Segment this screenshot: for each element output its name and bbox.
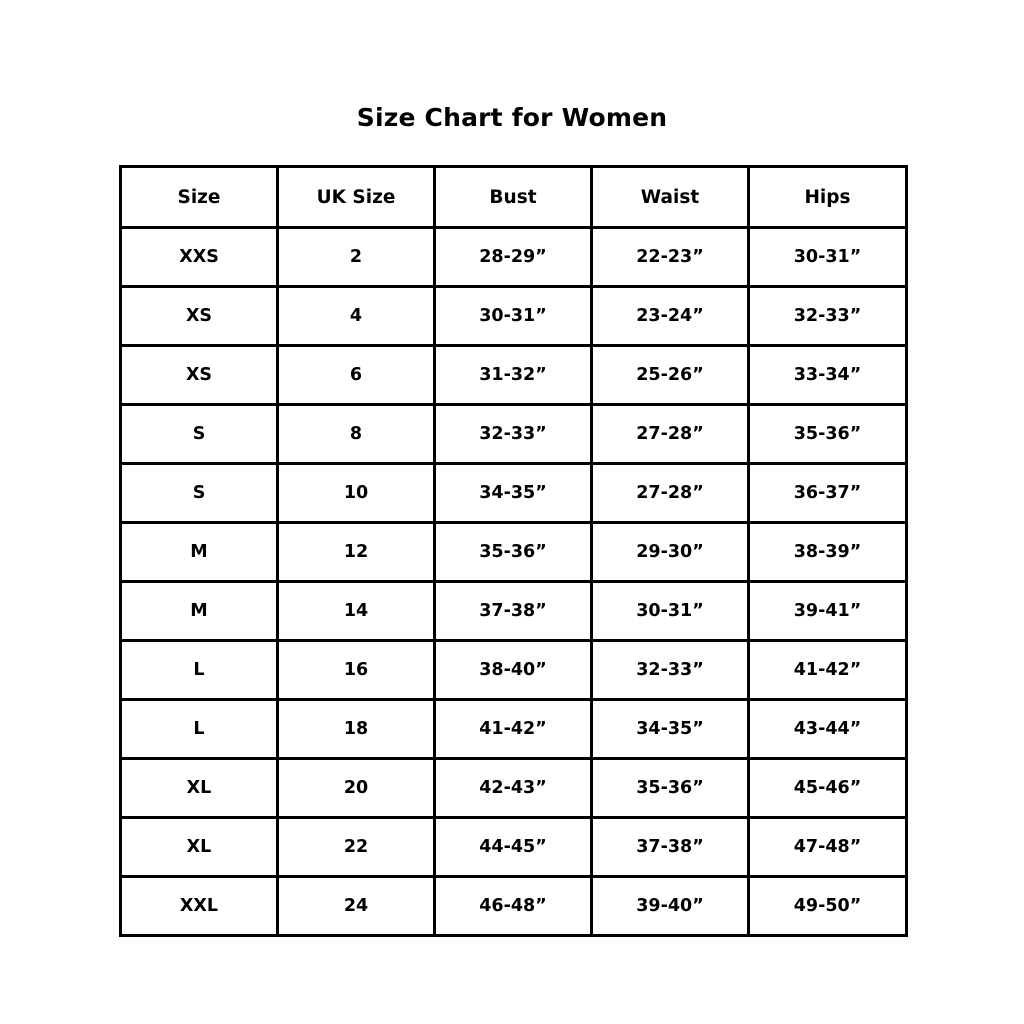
table-body	[121, 228, 907, 936]
table-row	[121, 700, 907, 759]
column-header-hips: Hips	[749, 167, 907, 228]
cell-uk-size: 10	[278, 464, 435, 523]
cell-bust: 35-36”	[435, 523, 592, 582]
cell-hips: 39-41”	[749, 582, 907, 641]
cell-size: XXL	[121, 877, 278, 936]
cell-hips: 43-44”	[749, 700, 907, 759]
cell-uk-size: 18	[278, 700, 435, 759]
cell-bust: 34-35”	[435, 464, 592, 523]
size-chart-table	[119, 165, 908, 937]
cell-waist: 32-33”	[592, 641, 749, 700]
table-row	[121, 523, 907, 582]
cell-hips: 36-37”	[749, 464, 907, 523]
column-header-bust: Bust	[435, 167, 592, 228]
cell-waist: 34-35”	[592, 700, 749, 759]
table-row	[121, 818, 907, 877]
size-chart-table-container	[119, 165, 905, 937]
table-row	[121, 287, 907, 346]
table-row	[121, 405, 907, 464]
cell-waist: 35-36”	[592, 759, 749, 818]
cell-bust: 41-42”	[435, 700, 592, 759]
cell-uk-size: 12	[278, 523, 435, 582]
cell-bust: 30-31”	[435, 287, 592, 346]
cell-hips: 32-33”	[749, 287, 907, 346]
cell-hips: 30-31”	[749, 228, 907, 287]
table-row	[121, 582, 907, 641]
cell-bust: 46-48”	[435, 877, 592, 936]
cell-waist: 22-23”	[592, 228, 749, 287]
cell-size: L	[121, 700, 278, 759]
table-header	[121, 167, 907, 228]
cell-waist: 39-40”	[592, 877, 749, 936]
cell-size: XS	[121, 346, 278, 405]
table-row	[121, 877, 907, 936]
table-row	[121, 464, 907, 523]
cell-uk-size: 14	[278, 582, 435, 641]
cell-hips: 38-39”	[749, 523, 907, 582]
cell-size: S	[121, 405, 278, 464]
cell-size: XXS	[121, 228, 278, 287]
cell-waist: 23-24”	[592, 287, 749, 346]
cell-bust: 37-38”	[435, 582, 592, 641]
cell-size: L	[121, 641, 278, 700]
column-header-size: Size	[121, 167, 278, 228]
cell-size: XS	[121, 287, 278, 346]
cell-hips: 49-50”	[749, 877, 907, 936]
column-header-uk-size: UK Size	[278, 167, 435, 228]
cell-hips: 33-34”	[749, 346, 907, 405]
cell-bust: 31-32”	[435, 346, 592, 405]
cell-hips: 41-42”	[749, 641, 907, 700]
cell-uk-size: 24	[278, 877, 435, 936]
cell-bust: 32-33”	[435, 405, 592, 464]
cell-size: S	[121, 464, 278, 523]
cell-waist: 25-26”	[592, 346, 749, 405]
cell-uk-size: 8	[278, 405, 435, 464]
cell-size: M	[121, 523, 278, 582]
cell-waist: 30-31”	[592, 582, 749, 641]
cell-uk-size: 20	[278, 759, 435, 818]
cell-hips: 47-48”	[749, 818, 907, 877]
cell-uk-size: 4	[278, 287, 435, 346]
table-row	[121, 641, 907, 700]
cell-hips: 45-46”	[749, 759, 907, 818]
table-header-row	[121, 167, 907, 228]
cell-size: M	[121, 582, 278, 641]
cell-uk-size: 16	[278, 641, 435, 700]
cell-waist: 27-28”	[592, 464, 749, 523]
cell-size: XL	[121, 759, 278, 818]
cell-bust: 28-29”	[435, 228, 592, 287]
table-row	[121, 228, 907, 287]
table-row	[121, 759, 907, 818]
cell-bust: 42-43”	[435, 759, 592, 818]
cell-uk-size: 2	[278, 228, 435, 287]
cell-waist: 29-30”	[592, 523, 749, 582]
cell-uk-size: 6	[278, 346, 435, 405]
table-row	[121, 346, 907, 405]
cell-hips: 35-36”	[749, 405, 907, 464]
cell-size: XL	[121, 818, 278, 877]
cell-uk-size: 22	[278, 818, 435, 877]
cell-waist: 37-38”	[592, 818, 749, 877]
column-header-waist: Waist	[592, 167, 749, 228]
cell-bust: 44-45”	[435, 818, 592, 877]
cell-waist: 27-28”	[592, 405, 749, 464]
cell-bust: 38-40”	[435, 641, 592, 700]
page-title: Size Chart for Women	[356, 103, 668, 132]
